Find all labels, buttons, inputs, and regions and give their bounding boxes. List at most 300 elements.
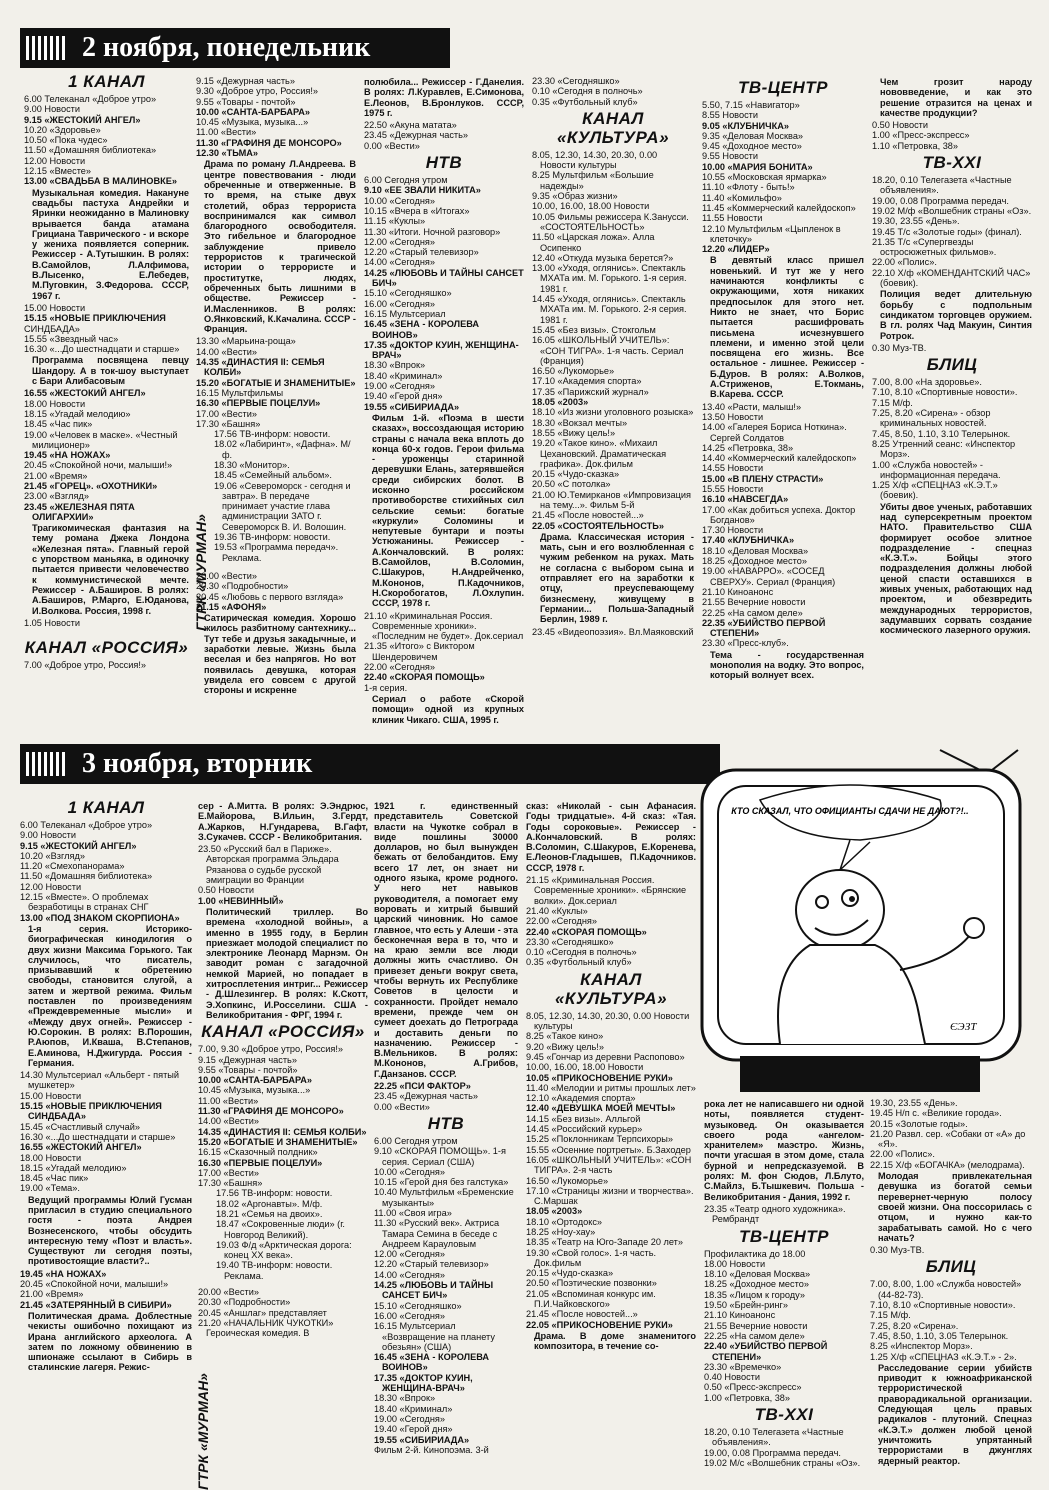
program-line: 12.00 Новости [24,155,86,166]
program-line: 18.35 «Лицом к городу» [704,1289,805,1300]
program-line: 10.15 «Герой дня без галстука» [374,1177,509,1188]
program-line: 21.45 «ЗАТЕРЯННЫЙ В СИБИРИ» [20,1299,172,1310]
program-line: 16.15 Мультфильмы [196,387,284,398]
program-line: 10.05 «ПРИКОСНОВЕНИЕ РУКИ» [526,1072,673,1083]
program-line: 22.05 «СОСТОЯТЕЛЬНОСТЬ» [532,520,664,531]
program-line: 15.25 «Поклонникам Терпсихоры» [526,1134,673,1145]
program-line: 18.02 «Лабиринт», «Дафна». М/ф. [214,439,351,460]
program-line: 7.45, 8.50, 1.10, 3.10 Телерынок. [872,428,1011,439]
program-description: Полиция ведет длительную борьбу с подпольным синдикатом торговцев оружием. В гл. ролях Чад Макуин, Синтия Ротрок. [880,289,1032,341]
day1-col1 [24,70,189,710]
program-line: 19.00 «Человек в маске». «Честный милиционер» [24,429,178,450]
program-line: 6.00 Телеканал «Доброе утро» [24,94,157,104]
program-line: 12.00 «Сегодня» [374,1249,445,1260]
program-line: 19.40 «Герой дня» [374,1424,453,1435]
program-description: Сатирическая комедия. Хорошо жилось разбитному сантехнику... Тут тебе и друзья закадычные, и заработки левые. Жизнь была веселая и без напрягов. Но вот появилась девушка, которая увидела его совсем с другой стороны и искренне [204,613,356,696]
program-line: 10.15 «Вчера в «Итогах» [364,205,470,216]
program-line: 8.05, 12.30, 14.30, 20.30, 0.00 Новости культуры [526,1010,690,1032]
program-line: 10.00, 16.00, 18.00 Новости [532,201,650,212]
program-line: 16.50 «Лукоморье» [532,366,615,377]
program-line: 18.40 «Криминал» [364,370,443,381]
program-line: 15.15 «НОВЫЕ ПРИКЛЮЧЕНИЯ СИНДБАДА» [20,1101,162,1122]
program-line: 17.30 «Башня» [198,1178,263,1189]
program-line: 17.00 «Вести» [196,408,257,419]
program-line: 15.20 «БОГАТЫЕ И ЗНАМЕНИТЫЕ» [196,377,356,388]
listing [704,1204,864,1225]
program-line: 19.40 «Герой дня» [364,391,443,402]
program-line: 19.45 Т/с «Золотые годы» (финал). [872,226,1022,237]
listing [198,844,368,906]
program-line: 10.40 Мультфильм «Бременские музыканты» [374,1187,514,1208]
program-line: 19.40 ТВ-информ: новости. Реклама. [216,1260,333,1281]
program-line: 1.00 «Служба новостей» - информационная передача. [872,459,1001,480]
program-line: 12.40 «Откуда музыка берется?» [532,252,674,263]
program-line: 7.00, 8.00, 1.00 «Служба новостей» (44-82-73). [870,1279,1022,1300]
program-line: 21.55 Вечерние новости [702,597,806,608]
program-line: 20.00 «Вести» [196,570,257,581]
program-line: 22.00 «Сегодня» [364,662,435,673]
channel-blits: БЛИЦ [925,1257,977,1277]
program-line: 23.30 «Сегодняшко» [532,76,620,86]
program-line: 18.00 Новости [704,1258,766,1269]
listing [702,100,864,254]
program-line: 15.45 «Счастливый случай» [20,1121,141,1132]
program-line: 18.20, 0.10 Телегазета «Частные объявления». [704,1427,844,1448]
program-line: 23.45 «Дежурная часть» [364,130,469,141]
program-line: 12.10 Мультфильм «Цыпленок в клеточку» [702,223,841,244]
listing [24,660,189,670]
program-line: 7.25, 8.20 «Сирена» - обзор криминальных новостей. [872,408,991,429]
program-description: Музыкальная комедия. Накануне свадьбы пастуха Андрейки и Яринки неожиданно в Малиновку врывается банда атамана Грициана Таврического - и вскоре у жениха появляется соперник. Режиссер - А.Тутышкин. В ролях: В.Самойлов, Л.Алфимова, В.Лысенко, Е.Лебедев, М.Пуговкин, З.Федорова. СССР, 1967 г. [32,187,189,301]
program-line: 11.20 «Смехопанорама» [20,861,125,872]
listing [24,618,189,628]
program-line: 19.36 ТВ-информ: новости. [214,532,331,543]
channel-1kanal: 1 КАНАЛ [68,72,145,91]
program-line: 10.00 «Сегодня» [364,195,435,206]
program-line: 1-я серия. [364,682,408,693]
program-line: 17.10 «Академия спорта» [532,376,642,387]
program-line: 22.00 «Полис». [870,1149,935,1160]
program-line: 14.25 «ЛЮБОВЬ И ТАЙНЫ САНСЕТ БИЧ» [374,1280,494,1301]
program-line: 21.00 «Время» [20,1289,84,1300]
listing [872,120,1032,151]
program-line: 21.35 «Итого» с Виктором Шендеровичем [364,641,475,662]
program-line: 18.45 «Час пик» [24,419,93,430]
listing [872,377,1032,501]
program-line: 22.10 Х/ф «КОМЕНДАНТСКИЙ ЧАС» (боевик). [872,267,1031,289]
program-line: 22.35 «УБИЙСТВО ПЕРВОЙ СТЕПЕНИ» [702,617,826,639]
program-line: 15.55 «Звездный час» [24,333,119,344]
program-line: 10.45 «Музыка, музыка...» [198,1085,311,1096]
program-line: 12.15 «Вместе» [24,166,92,177]
program-line: 22.05 «ПРИКОСНОВЕНИЕ РУКИ» [526,1319,673,1330]
program-line: 5.50, 7.15 «Навигатор» [702,100,800,110]
program-line: 0.30 Муз-ТВ. [870,1245,925,1256]
program-line: 21.10 Киноанонс [702,586,774,597]
program-line: 19.00 «Тема». [20,1183,80,1194]
program-line: 12.15 «Вместе». О проблемах безработицы в странах СНГ [20,892,149,913]
program-line: 14.45 «Уходя, оглянись». Спектакль МХАТа им. М. Горького. 2-я серия. 1981 г. [532,294,687,325]
program-line: 14.15 «Без визы». Алльгой [526,1113,641,1124]
program-description: Фильм 1-й. «Поэма в шести сказах», воссоздающая историю страны с начала века вплоть до конца 60-х годов. Герои фильма - уроженцы старинной деревушки Елань, затерявшейся среди сибирских болот. В исконно российском противоборстве стихийных сил сельские семьи: богатые «куркули» Соломины и непутевые бунтари и поэты Устюжанины. Режиссер - А.Кончаловский. В ролях: В.Самойлов, В.Соломин, С.Шакуров, Н.Андрейченко, М.Кононов, П.Кадочников, Н.Скоробогатов, Л.Охлупин. СССР, 1978 г. [372,412,524,609]
program-line: 17.40 «КЛУБНИЧКА» [702,535,795,546]
program-line: 8.25 «Инспектор Морз». [870,1341,973,1352]
program-line: 18.45 «Час пик» [20,1173,89,1184]
program-line: 11.40 «Мелодии и ритмы прошлых лет» [526,1082,696,1093]
listing [532,627,694,637]
program-line: 12.20 «Старый телевизор» [374,1259,489,1270]
day1-col5 [702,76,864,726]
program-line: 17.10 «Страницы жизни и творчества». С.Маршак [526,1185,694,1207]
speech-bubble-text: КТО СКАЗАЛ, ЧТО ОФИЦИАНТЫ СДАЧИ НЕ ДАЮТ?!.. [731,806,969,816]
program-line: 21.45 «ГОРЕЦ». «ОХОТНИКИ» [24,480,158,491]
program-line: 15.10 «Сегодняшко» [374,1300,462,1311]
program-description: Молодая привлекательная девушка из богатой семьи перевернет-черную полосу своей жизни. Она поссорилась с отцом, и нужно как-то зарабатывать самой. Но с чего начать? [878,1171,1032,1243]
program-line: 14.30 Мультсериал «Альберт - пятый мушкетер» [20,1070,180,1091]
program-line: 17.56 ТВ-информ: новости. [214,429,331,440]
program-line: 14.40 «Коммерческий калейдоскоп» [702,453,857,464]
day2-col6 [870,1098,1032,1486]
program-line: 13.00 «Уходя, оглянись». Спектакль МХАТа им. М. Горького. 1-я серия. 1981 г. [532,263,687,294]
program-line: 22.15 Х/ф «БОГАЧКА» (мелодрама). [870,1159,1025,1170]
program-line: 21.55 Вечерние новости [704,1320,808,1331]
program-line: 21.45 «После новостей...» [526,1309,638,1320]
program-line: 23.45 «Дежурная часть» [374,1091,479,1102]
program-line: 18.10 «Ортодокс» [526,1216,603,1227]
program-description: сер - А.Митта. В ролях: Э.Эндрюс, Е.Майорова, В.Ильин, З.Гердт, А.Жарков, Н.Гундарева, В.Гафт, З.Сукачев. СССР - Великобритания. [198,801,368,842]
program-line: 11.50 «Домашняя библиотека» [24,145,157,156]
program-line: 14.00 «Сегодня» [374,1269,445,1280]
program-line: 23.00 «Взгляд» [24,491,89,502]
program-line: 10.00 «САНТА-БАРБАРА» [198,1075,313,1086]
program-line: 15.55 Новости [702,483,764,494]
program-line: 22.50 «Акуна матата» [364,120,457,131]
program-line: 6.00 Сегодня утром [374,1135,458,1146]
program-line: 6.00 Сегодня утром [364,175,448,186]
program-line: 23.30 «Сегодняшко» [526,936,614,947]
program-line: 10.55 «Московская ярмарка» [702,172,827,183]
program-line: 15.10 «Сегодняшко» [364,288,452,299]
program-line: 10.00 «МАРИЯ БОНИТА» [702,161,813,172]
program-line: 1.00 «Петровка, 38» [704,1392,791,1403]
listing [870,1245,1032,1255]
program-line: 8.25 «Такое кино» [526,1031,604,1042]
program-description: 1-я серия. Историко-биографическая кинодилогия о двух жизни Максима Горького. Так случилось, что писатель, призывавший к обретению свободы, становится слугой, а затем и жертвой режима. Фильм поставлен по произведениям «Преждевременные мысли» и «Между двух огней». Режиссер - Ю.Сорокин. В ролях: В.Порошин, Р.Аюпов, И.Кваша, В.Степанов, Е.Аминова, Н.Джигурда. Россия - Германия. [28,923,192,1068]
listing [374,1081,518,1112]
program-line: 23.35 «Театр одного художника». Рембрандт [704,1203,846,1225]
program-line: 1.25 Х/ф «СПЕЦНАЗ «К.Э.Т.» (боевик). [872,480,998,501]
program-line: 18.30 «Вокзал мечты» [532,417,628,428]
program-line: 1.00 «Пресс-экспресс» [872,130,970,141]
program-line: 9.30 «Доброе утро, Россия!» [196,86,319,97]
program-line: 13.00 «СВАДЬБА В МАЛИНОВКЕ» [24,176,177,187]
program-line: 20.15 «Чудо-сказка» [532,469,620,480]
program-line: 14.25 «ЛЮБОВЬ И ТАЙНЫ САНСЕТ БИЧ» [364,267,524,289]
program-line: 9.20 «Вижу цель!» [526,1041,604,1052]
day2-title: 3 ноября, вторник [20,744,720,784]
program-line: 19.55 «СИБИРИАДА» [364,401,460,412]
listing [704,1427,864,1468]
program-line: 7.15 М/ф. [872,397,913,408]
program-line: 1.05 Новости [24,617,80,628]
program-description: Убиты двое ученых, работавших над суперсекретным проектом НАТО. Правительство США формирует особое элитное подразделение - спецназ «К.Э.Т.». Бойцы этого подразделения должны любой ценой спасти оставшихся в живых ученых, работающих над проектом, и обезвредить международных террористов, задумавших сорвать создание космического лазерного оружия. [880,501,1032,636]
program-line: 16.05 «ШКОЛЬНЫЙ УЧИТЕЛЬ»: «СОН ТИГРА». 1-я часть. Сериал (Франция) [532,335,684,366]
program-description: В девятый класс пришел новенький. И тут же у него начинаются конфликты с окружающими, хотя никаких предпосылок для этого нет. Никто не знает, что Борис пытается расшифровать письмена исчезнувшего племени, и именно этой цели посвящена его жизнь. Все остальное - лишнее. Режиссер - Б.Дуров. В ролях: А.Волков, А.Стриженов, Е.Токмань, В.Карева. СССР. [710,255,864,400]
program-description: Политический триллер. Во времена «холодной войны», а именно в 1955 году, в Берлин приезжает молодой специалист по электронике Леонард Марнэм. Он заводит роман с загадочной немкой Марией, но попадает в хитросплетения интриг... Режиссер - Д.Шлезингер. В ролях: К.Скотт, Э.Хопкинс, И.Росселини. США - Великобритания - ФРГ, 1994 г. [206,906,368,1020]
program-line: 14.35 «ДИНАСТИЯ II: СЕМЬЯ КОЛБИ» [196,357,325,378]
program-line: 9.15 «Дежурная часть» [198,1054,297,1065]
program-line: 13.50 Новости [702,411,764,422]
program-line: 18.02 «Аргонавты». М/ф. [216,1198,323,1209]
program-line: 18.00 Новости [20,1152,82,1163]
program-line: 18.55 «Вижу цель!» [532,427,616,438]
day1-col2 [193,76,356,716]
program-line: 18.30 «Монитор». [214,459,290,470]
program-line: 11.30 «ГРАФИНЯ ДЕ МОНСОРО» [198,1106,344,1117]
listing [526,1011,696,1330]
program-line: 20.45 «Спокойной ночи, малыши!» [20,1279,169,1290]
program-line: 14.25 «Петровка, 38» [702,442,794,453]
program-line: 21.00 Ю.Темирканов «Импровизация на тему...». Фильм 5-й [532,489,692,510]
tv-cartoon-drawing [700,760,1030,1100]
program-line: 22.40 «СКОРАЯ ПОМОЩЬ» [526,926,647,937]
program-line: 19.45 «НА НОЖАХ» [20,1268,107,1279]
program-description: Расследование серии убийств приводит к южноафриканской террористической праворадикальной организации. Следующая цель правых радикалов - плутоний. Спецназ «К.Э.Т.» должен любой ценой уничтожить упрятанный террористами в джунглях ядерный реактор. [878,1362,1032,1466]
listing [526,875,696,968]
program-line: СИНДБАДА» [24,323,80,334]
cartoon-signature: ЄЭЗТ [950,1021,977,1033]
listing [364,611,524,693]
program-line: 9.05 «КЛУБНИЧКА» [702,120,789,131]
program-line: 20.45 «Спокойной ночи, малыши!» [24,460,173,471]
program-line: 19.02 М/с «Волшебник страны «Оз». [704,1457,861,1468]
program-line: 8.05, 12.30, 14.30, 20.30, 0.00 Новости культуры [532,149,658,171]
program-line: 19.00 «Сегодня» [364,381,435,392]
program-line: 14.35 «ДИНАСТИЯ II: СЕМЬЯ КОЛБИ» [198,1126,367,1137]
program-line: 18.20, 0.10 Телегазета «Частные объявления». [872,175,1012,196]
listing [364,175,524,412]
program-line: 0.10 «Сегодня в полночь» [526,947,637,958]
channel-ntv: НТВ [427,1113,465,1133]
program-line: 22.25 «ПСИ ФАКТОР» [374,1081,471,1092]
channel-tv-center: ТВ-ЦЕНТР [737,78,829,97]
program-line: 20.15 «Золотые годы». [870,1118,968,1129]
listing [198,1044,368,1188]
program-line: 17.35 «ДОКТОР КУИН, ЖЕНЩИНА-ВРАЧ» [374,1372,473,1394]
program-line: 21.20 «НАЧАЛЬНИК ЧУКОТКИ» Героическая комедия. В [198,1317,334,1339]
program-line: 22.25 «На самом деле» [704,1330,805,1341]
program-line: 16.30 «...До шестнадцати и старше» [24,344,180,355]
program-line: 23.45 «ЖЕЛЕЗНАЯ ПЯТА ОЛИГАРХИИ» [24,501,135,522]
program-line: 10.00 «Сегодня» [374,1166,445,1177]
listing [196,336,356,429]
program-line: 14.00 «Вести» [198,1116,259,1127]
program-line: 19.06 «Североморск - сегодня и завтра». В передаче принимает участие глава администрации ЗАТО г. Североморск В. И. Волошин. [214,480,351,532]
program-line: 10.05 Фильмы режиссера К.Занусси. «СОСТОЯТЕЛЬНОСТЬ» [532,211,689,232]
day2-col2 [195,800,368,1490]
program-line: 11.00 «Своя игра» [374,1207,452,1218]
program-line: 17.35 «ДОКТОР КУИН, ЖЕНЩИНА-ВРАЧ» [364,339,519,361]
program-line: 1.10 «Петровка, 38» [872,140,959,151]
listing [704,1249,864,1403]
program-line: 23.30 «Пресс-клуб». [702,638,789,649]
program-line: 21.10 Киноанонс [704,1310,776,1321]
program-line: 12.20 «ЛИДЕР» [702,244,770,255]
day1-col3 [364,76,524,726]
listing [20,820,192,923]
program-line: 16.30 «ПЕРВЫЕ ПОЦЕЛУИ» [198,1157,323,1168]
program-line: 20.30 «Подробности» [196,581,289,592]
day1-col4 [532,76,694,726]
program-line: 21.15 «АФОНЯ» [196,601,267,612]
channel-kultura: КАНАЛ «КУЛЬТУРА» [556,108,670,147]
program-line: 16.05 «ШКОЛЬНЫЙ УЧИТЕЛЬ»: «СОН ТИГРА». 2-я часть [526,1154,692,1176]
program-line: 19.55 «СИБИРИАДА» [374,1434,470,1445]
listing [196,76,356,158]
program-line: 8.25 Утренний сеанс: «Инспектор Морз». [872,438,1016,460]
program-line: 10.20 «Здоровье» [24,124,101,135]
program-line: 16.50 «Лукоморье» [526,1175,609,1186]
program-line: 18.21 «Семья на двоих». [216,1208,323,1219]
program-description: Драма. Классическая история - мать, сын и его возлюбленная с чужим ребенком на руках. Мать не согласна с выбором сына и отправляет его на заработки к отцу, преуспевающему бизнесмену, живущему в Германии... Польша-Западный Берлин, 1989 г. [540,531,694,625]
program-line: 16.10 «НАВСЕГДА» [702,494,789,505]
listing [216,1188,368,1281]
listing [872,175,1032,288]
listing [214,429,356,563]
program-line: 16.15 Мультсериал «Возвращение на планету обезьян» (США) [374,1321,495,1352]
program-line: 9.45 «Доходное место» [702,141,802,152]
program-line: 11.30 «ГРАФИНЯ ДЕ МОНСОРО» [196,137,342,148]
program-line: 23.50 «Русский бал в Париже». Авторская программа Эльдара Рязанова о судьбе русской эмиграции во Франции [198,844,339,886]
program-line: 17.30 «Башня» [196,418,261,429]
program-line: 18.10 «Деловая Москва» [704,1269,811,1280]
program-line: 10.00, 16.00, 18.00 Новости [526,1062,644,1073]
listing [872,343,1032,353]
program-line: 7.25, 8.20 «Сирена». [870,1320,959,1331]
program-line: 10.20 «Взгляд» [20,850,85,861]
program-line: 15.45 «Без визы». Стокгольм [532,324,656,335]
program-line: 19.30, 23.55 «День». [870,1098,958,1108]
channel-tv-center: ТВ-ЦЕНТР [738,1226,830,1246]
program-line: 0.30 Муз-ТВ. [872,342,927,353]
program-line: 16.30 «...До шестнадцати и старше» [20,1131,176,1142]
program-description: Программа посвящена певцу Шандору. А в ток-шоу выступает с Бари Алибасовым [32,355,189,387]
program-description: Сериал о работе «Скорой помощи» одной из крупных клиник Чикаго. США, 1995 г. [372,693,524,725]
channel-1kanal: 1 КАНАЛ [67,798,145,817]
program-line: 7.00, 9.30 «Доброе утро, Россия!» [198,1044,344,1055]
program-line: 21.05 «Вспоминая конкурс им. П.И.Чайковского» [526,1288,656,1310]
program-line: 18.15 «Угадай мелодию» [24,408,131,419]
program-description: Драма по роману Л.Андреева. В центре повествования - люди обреченные и отверженные. В то время, на стыке двух столетий, образ террориста воспринимался как символ благородного освободителя. Это гибельное и благородное заблуждение привело террористов к трагической истории о террористе и проститутке, людях, обреченных быть лишними в обществе. Режиссер - И.Масленников. В ролях: О.Янковский, К.Качалина. СССР - Франция. [204,159,356,335]
program-line: 18.30 «Впрок» [374,1393,436,1404]
program-line: 9.35 «Деловая Москва» [702,130,804,141]
program-line: 19.45 Н/п с. «Великие города». [870,1108,1002,1119]
program-line: 21.20 Развл. сер. «Собаки от «А» до «Я». [870,1128,1026,1150]
program-line: 11.15 «Куклы» [364,216,426,227]
program-line: 16.15 «Сказочный полдник» [198,1147,318,1158]
program-line: 16.55 «ЖЕСТОКИЙ АНГЕЛ» [24,388,146,399]
program-line: 13.00 «ПОД ЗНАКОМ СКОРПИОНА» [20,912,180,923]
program-line: 10.00 «САНТА-БАРБАРА» [196,106,311,117]
program-line: 9.35 «Образ жизни» [532,191,618,202]
program-line: 9.15 «ЖЕСТОКИЙ АНГЕЛ» [24,114,141,125]
program-line: 16.00 «Сегодня» [374,1310,445,1321]
program-line: 18.05 «2003» [526,1206,583,1217]
program-line: 8.55 Новости [702,110,758,121]
program-line: 9.55 «Товары - почтой» [198,1064,298,1075]
program-line: 0.00 «Вести» [374,1101,430,1112]
listing [20,1269,192,1310]
program-line: 15.00 Новости [24,302,86,313]
program-line: 22.00 «Сегодня» [526,916,597,927]
program-line: 20.45 «Аншлаг» представляет [198,1307,327,1318]
cartoon-illustration [700,760,1030,1100]
program-line: 12.40 «ДЕВУШКА МОЕЙ МЕЧТЫ» [526,1103,676,1114]
program-line: 18.25 «Доходное место» [702,556,807,567]
program-description: Трагикомическая фантазия на тему романа Джека Лондона «Железная пята». Главный герой с упорством маньяка, в одиночку пытается привести человечество к коммунистической мечте. Режиссер - А.Баширов. В ролях: А.Баширов, Р.Марго, Е.Юданова, И.Волкова. Россия, 1998 г. [32,523,189,616]
program-line: 0.00 «Вести» [364,140,420,151]
program-description: Тема - государственная монополия на водку. Это вопрос, который волнует всех. [710,649,864,681]
program-line: 11.30 «Итоги. Ночной разговор» [364,226,501,237]
program-line: 6.00 Телеканал «Доброе утро» [20,820,153,830]
program-description: 1921 г. единственный представитель Советской власти на Чукотке собрал в виде пошлины 30000 долларов, но был вынужден бежать от белобандитов. Ему всего 17 лет, он знает ни одного языка, кроме родного. У него нет навыков руководителя, а помогает ему воровать и хитрый бывший царский чиновник. Но самое главное, что есть у Алеши - эта бесконечная вера в то, что и на краю земли все люди должны жить счастливо. Он привезет деньги вокруг света, чтобы вернуть их Республике Советов в целости и сохранности. Пройдет немало времени, прежде чем он сумеет доехать до Петрограда и доставить деньги по назначению. Режиссер - В.Мельников. В ролях: М.Кононов, А.Грибов, Г.Данзанов. СССР. [374,801,518,1079]
listing [374,1136,518,1455]
program-line: 9.15 «ЖЕСТОКИЙ АНГЕЛ» [20,840,137,851]
program-line: 12.00 «Сегодня» [364,236,435,247]
program-line: 17.00 «Как добиться успеха. Доктор Богданов» [702,504,856,525]
program-line: 0.50 Новости [872,120,928,131]
program-line: 1.00 «НЕВИННЫЙ» [198,895,284,906]
program-line: 17.56 ТВ-информ: новости. [216,1188,333,1199]
day1-col6 [872,76,1032,726]
program-line: 11.50 «Царская ложа». Алла Осипенко [532,232,655,253]
channel-rossiya: КАНАЛ «РОССИЯ» [201,1022,365,1042]
program-line: 14.00 «Сегодня» [364,257,435,268]
listing [870,1098,1032,1170]
program-line: 18.10 «Деловая Москва» [702,545,809,556]
listing [20,1070,192,1194]
program-line: 11.30 «Русский век». Актриса Тамара Семина в беседе с Андреем Карауловым [374,1218,500,1249]
day2-col3 [374,800,518,1486]
program-line: 0.50 Новости [198,885,254,896]
program-line: 19.50 «Брейн-ринг» [704,1300,788,1311]
day2-col1 [20,796,192,1486]
program-line: 19.30 «Свой голос». 1-я часть. Док.фильм [526,1247,657,1268]
program-line: 15.20 «БОГАТЫЕ И ЗНАМЕНИТЫЕ» [198,1136,358,1147]
program-line: 11.10 «Флоту - быть!» [702,182,795,193]
program-line: 18.05 «2003» [532,397,589,408]
program-line: 18.00 Новости [24,398,86,409]
listing [196,571,356,612]
program-line: 14.45 «Российский курьер» [526,1124,643,1135]
listing [532,76,694,107]
program-line: 14.55 Новости [702,463,764,474]
program-line: 12.10 «Академия спорта» [526,1093,636,1104]
program-line: 16.00 «Сегодня» [364,298,435,309]
listing [24,94,189,187]
channel-tv21: ТВ-XXI [922,153,982,173]
channel-tv21: ТВ-XXI [754,1405,814,1425]
program-line: 13.30 «Марьина-роща» [196,336,296,347]
program-line: 21.45 «После новостей...» [532,510,644,521]
program-line: 0.35 «Футбольный клуб» [526,957,632,968]
program-description: рока лет не написавшего ни одной ноты, появляется студент-музыковед. Он оказывается своего рода «ангелом-хранителем» маэстро. Жизнь, почти угасшая в этом доме, стала бурной и непредсказуемой. В ролях: М. фон Сюдов, Л.Блуто, С.Майлз, Б.Тышкевич. Польша - Великобритания - Дания, 1992 г. [704,1099,864,1202]
listing [24,388,189,522]
program-line: 19.00, 0.08 Программа передач. [704,1447,841,1458]
program-line: 9.15 «Дежурная часть» [196,76,295,86]
channel-blits: БЛИЦ [926,355,978,375]
program-line: 11.50 «Домашняя библиотека» [20,871,153,882]
